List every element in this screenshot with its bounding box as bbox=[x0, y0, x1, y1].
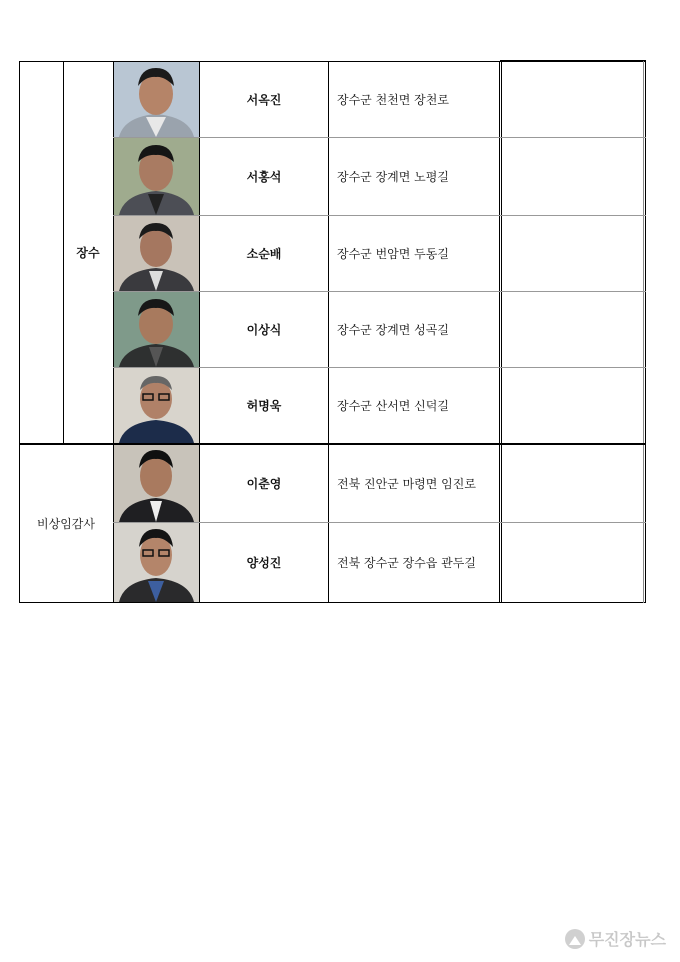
member-address: 장수군 장계면 성곡길 bbox=[337, 323, 449, 337]
table-row bbox=[19, 216, 646, 291]
group-category: 비상임감사 bbox=[37, 517, 95, 531]
watermark bbox=[565, 927, 666, 950]
member-photo bbox=[114, 292, 199, 367]
member-address: 장수군 장계면 노평길 bbox=[337, 170, 449, 184]
member-photo bbox=[114, 445, 199, 522]
table-row bbox=[19, 368, 646, 443]
table-row bbox=[19, 138, 646, 215]
table-row bbox=[19, 62, 646, 137]
member-address: 장수군 번암면 두동길 bbox=[337, 247, 449, 261]
table-row bbox=[19, 523, 646, 602]
table-row bbox=[19, 292, 646, 367]
group-subcategory: 장수 bbox=[76, 246, 100, 260]
member-address: 전북 진안군 마령면 임진로 bbox=[337, 477, 476, 491]
member-name: 이춘영 bbox=[246, 477, 282, 491]
table-row bbox=[19, 445, 646, 522]
watermark-text: 무진장뉴스 bbox=[588, 930, 666, 949]
member-name: 소순배 bbox=[246, 247, 282, 261]
member-name: 서홍석 bbox=[246, 170, 282, 184]
member-photo bbox=[114, 138, 199, 215]
member-photo bbox=[114, 62, 199, 137]
member-photo bbox=[114, 523, 199, 602]
member-address: 장수군 산서면 신덕길 bbox=[337, 399, 449, 413]
member-name: 서옥진 bbox=[246, 93, 282, 107]
member-name: 허명욱 bbox=[246, 399, 282, 413]
member-name: 이상식 bbox=[246, 323, 282, 337]
members-table bbox=[19, 61, 646, 603]
member-name: 양성진 bbox=[246, 556, 282, 570]
member-address: 전북 장수군 장수읍 관두길 bbox=[337, 556, 476, 570]
member-photo bbox=[114, 368, 199, 443]
mountain-logo-icon bbox=[565, 929, 585, 949]
member-photo bbox=[114, 216, 199, 291]
member-address: 장수군 천천면 장천로 bbox=[337, 93, 449, 107]
